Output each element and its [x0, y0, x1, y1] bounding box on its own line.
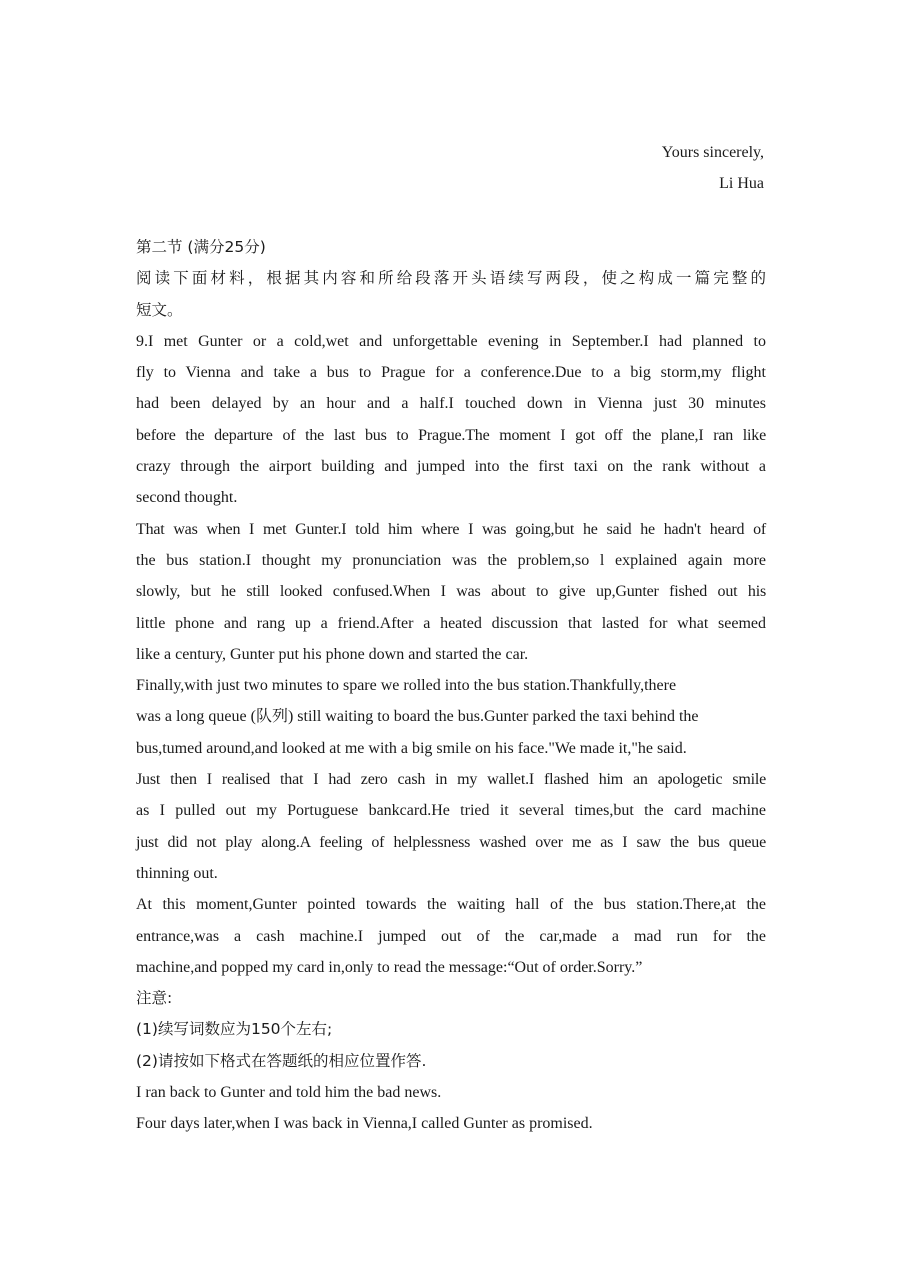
passage-line: 9.I met Gunter or a cold,wet and unforgettable evening in September.I had planned to: [136, 332, 766, 350]
passage-line: At this moment,Gunter pointed towards the waiting hall of the bus station.There,at the: [136, 896, 766, 914]
passage-line: was a long queue (队列) still waiting to board the bus.Gunter parked the taxi behind the: [136, 708, 699, 726]
passage-line: little phone and rang up a friend.After a heated discussion that lasted for what seemed: [136, 614, 766, 632]
document-body: [136, 232, 766, 1140]
passage-line: just did not play along.A feeling of helplessness washed over me as I saw the bus queue: [136, 833, 766, 851]
passage-line: had been delayed by an hour and a half.I touched down in Vienna just 30 minutes: [136, 395, 766, 413]
passage: [136, 326, 766, 983]
paragraph-opener: I ran back to Gunter and told him the bad news.: [136, 1084, 442, 1102]
closing-salutation: Yours sincerely,: [661, 144, 764, 161]
passage-line: as I pulled out my Portuguese bankcard.He tried it several times,but the card machine: [136, 802, 766, 820]
passage-line: before the departure of the last bus to Prague.The moment I got off the plane,I ran like: [136, 426, 766, 444]
passage-line: bus,tumed around,and looked at me with a big smile on his face."We made it,"he said.: [136, 739, 687, 757]
passage-line: crazy through the airport building and jumped into the first taxi on the rank without a: [136, 458, 766, 476]
signature-name: Li Hua: [719, 175, 764, 192]
passage-line: slowly, but he still looked confused.When I was about to give up,Gunter fished out his: [136, 583, 766, 601]
section-heading: 第二节 (满分25分): [136, 238, 266, 256]
passage-line: Just then I realised that I had zero cash in my wallet.I flashed him an apologetic smile: [136, 771, 766, 789]
note-item: (2)请按如下格式在答题纸的相应位置作答.: [136, 1051, 427, 1070]
passage-line: Finally,with just two minutes to spare we rolled into the bus station.Thankfully,there: [136, 677, 677, 695]
instruction-line: 短文。: [136, 300, 183, 319]
passage-line: thinning out.: [136, 864, 218, 882]
passage-line: fly to Vienna and take a bus to Prague for a conference.Due to a big storm,my flight: [136, 364, 766, 382]
passage-line: That was when I met Gunter.I told him where I was going,but he said he hadn't heard of: [136, 520, 766, 538]
instruction-line: 阅读下面材料，根据其内容和所给段落开头语续写两段，使之构成一篇完整的: [136, 269, 766, 288]
passage-line: like a century, Gunter put his phone down and started the car.: [136, 645, 529, 663]
paragraph-opener: Four days later,when I was back in Vienna,I called Gunter as promised.: [136, 1115, 593, 1133]
notes-label: 注意:: [136, 989, 173, 1008]
passage-line: machine,and popped my card in,only to read the message:“Out of order.Sorry.”: [136, 958, 643, 976]
passage-line: the bus station.I thought my pronunciation was the problem,so l explained again more: [136, 551, 766, 569]
passage-line: entrance,was a cash machine.I jumped out of the car,made a mad run for the: [136, 927, 766, 945]
passage-line: second thought.: [136, 489, 238, 507]
note-item: (1)续写词数应为150个左右;: [136, 1020, 333, 1039]
